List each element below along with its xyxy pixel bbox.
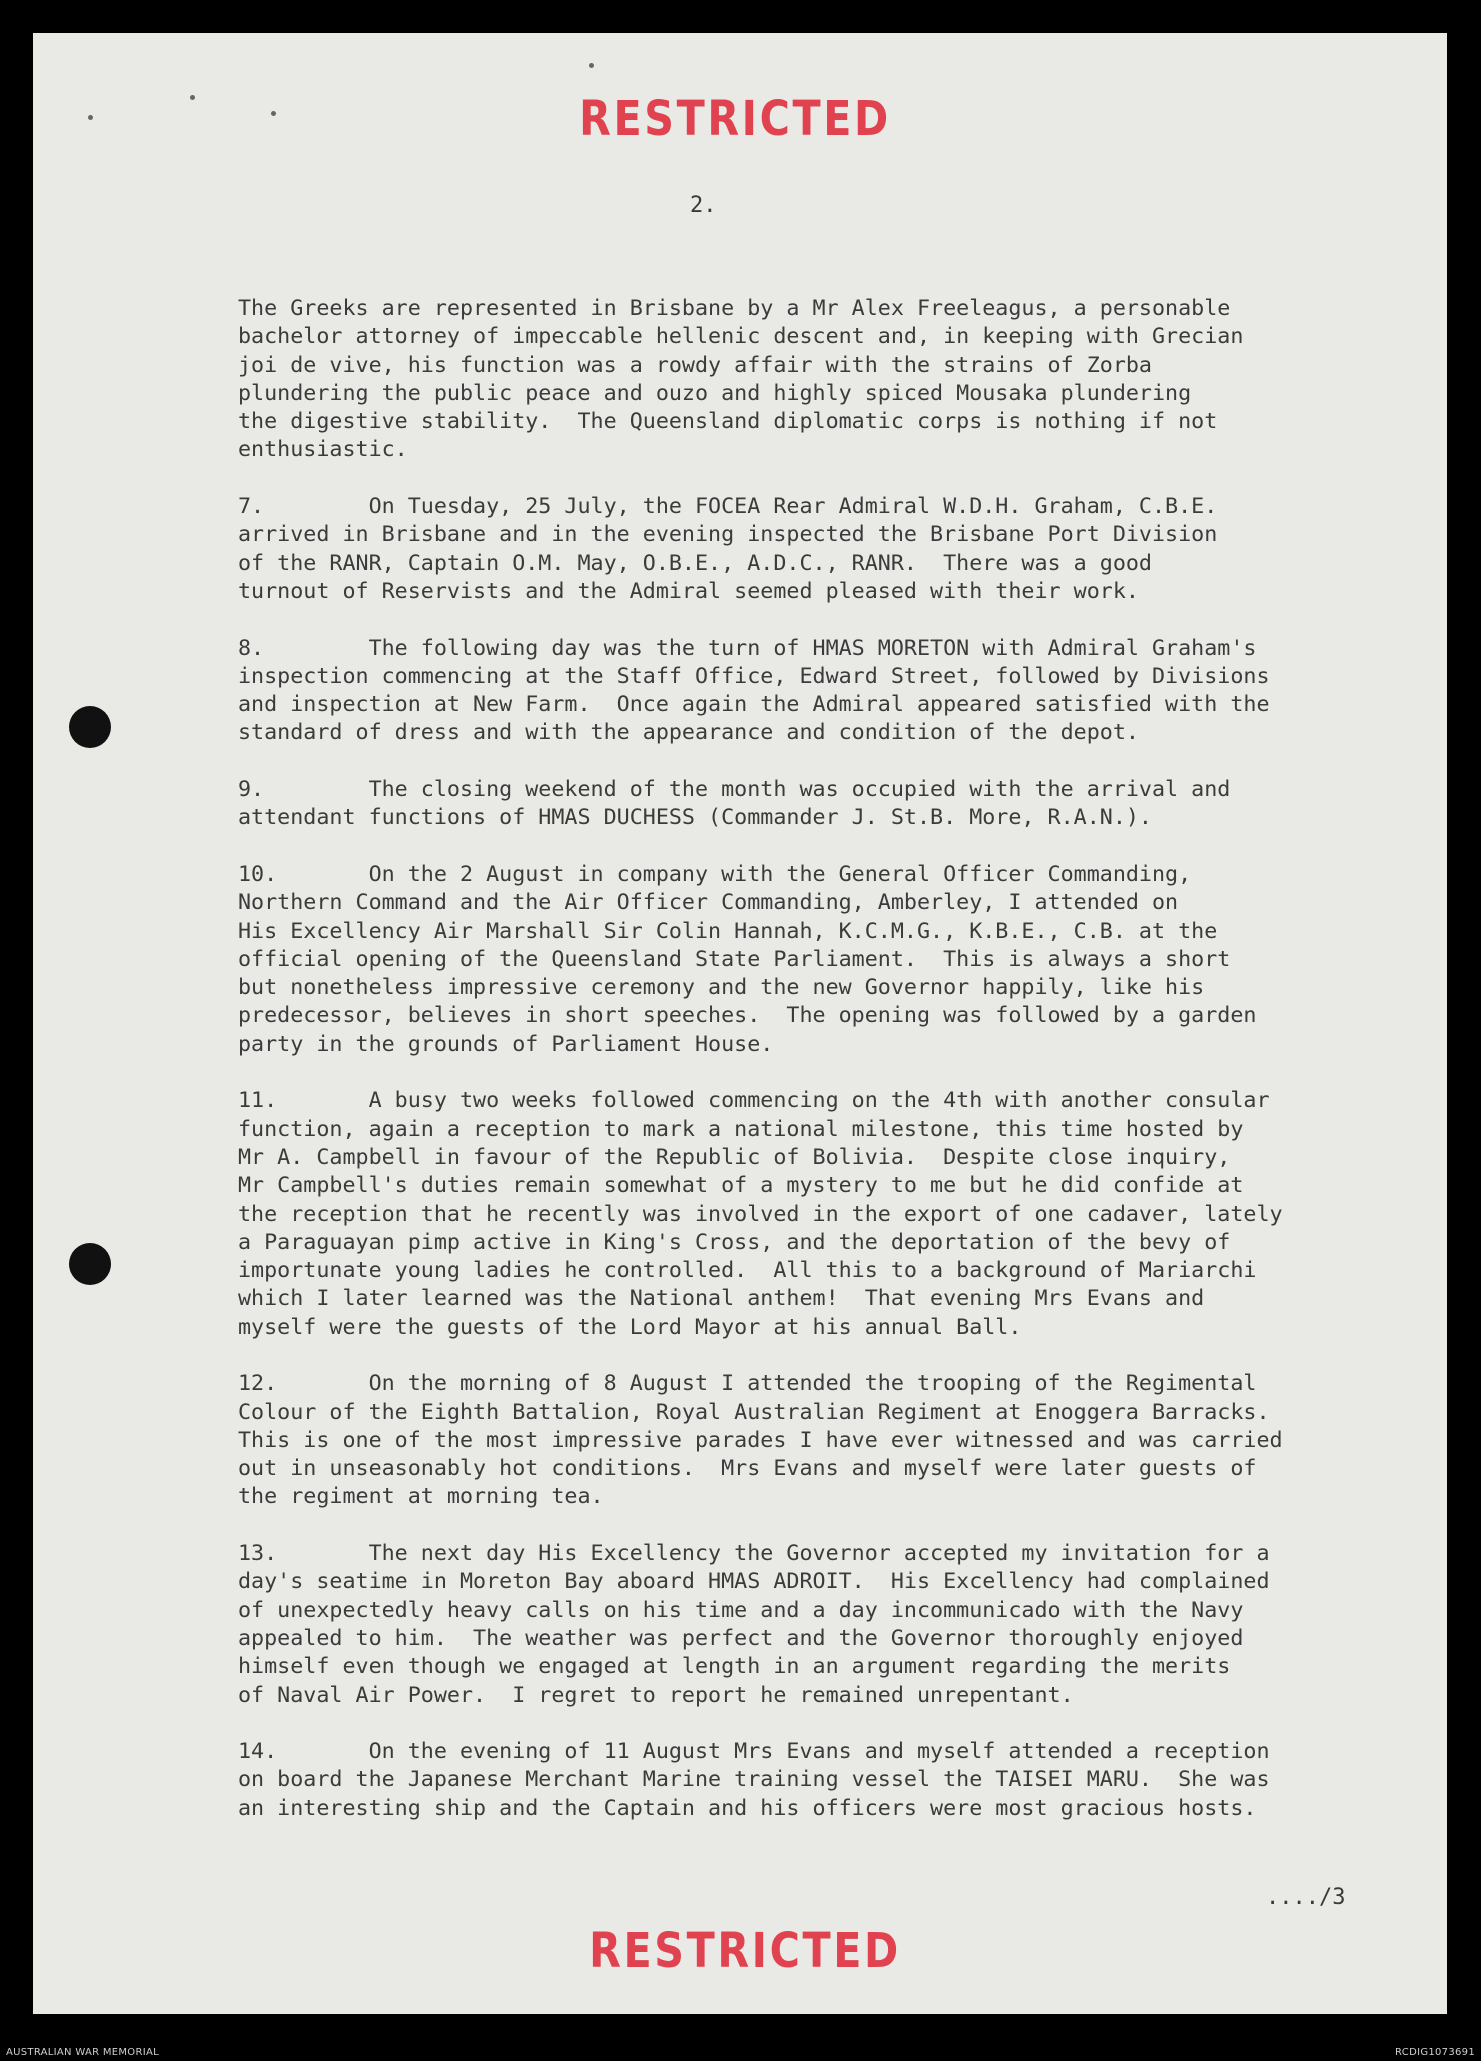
paper-speck xyxy=(88,115,93,120)
paragraph-14: 14. On the evening of 11 August Mrs Evans and myself attended a reception on board the Japanese Merchant Marine training vessel the TAISEI MARU. She was an interesting ship and the Captain and his officers were most gracious hosts. xyxy=(238,1739,1270,1821)
paragraph-7: 7. On Tuesday, 25 July, the FOCEA Rear Admiral W.D.H. Graham, C.B.E. arrived in Brisbane and in the evening inspected the Brisbane Port Division of the RANR, Captain O.M. May, O.B.E., A.D.C., RANR. There was a good turnout of Reservists and the Admiral seemed pleased with their work. xyxy=(238,494,1218,604)
archive-id: RCDIG1073691 xyxy=(1395,2047,1475,2058)
paragraph-10: 10. On the 2 August in company with the General Officer Commanding, Northern Command and the Air Officer Commanding, Amberley, I attended on His Excellency Air Marshall Sir Colin Hannah, K.C.M.G., K.B.E., C.B. at the official opening of the Queensland State Parliament. This is always a short but nonetheless impressive ceremony and the new Governor happily, like his predecessor, believes in short speeches. The opening was followed by a garden party in the grounds of Parliament House. xyxy=(238,861,1257,1057)
archive-credit: AUSTRALIAN WAR MEMORIAL xyxy=(6,2047,159,2058)
paragraph-12: 12. On the morning of 8 August I attended the trooping of the Regimental Colour of the Eighth Battalion, Royal Australian Regiment at Enoggera Barracks. This is one of the most impressive parades I have ever witnessed and was carried out in unseasonably hot conditions. Mrs Evans and myself were later guests of the regiment at morning tea. xyxy=(238,1371,1283,1510)
punch-hole xyxy=(69,1243,111,1285)
document-body xyxy=(238,295,1418,1851)
restricted-stamp-top: RESTRICTED xyxy=(579,91,891,147)
continuation-marker: ..../3 xyxy=(1266,1885,1346,1910)
paragraph-9: 9. The closing weekend of the month was occupied with the arrival and attendant functions of HMAS DUCHESS (Commander J. St.B. More, R.A.N.). xyxy=(238,777,1231,831)
paragraph-11: 11. A busy two weeks followed commencing on the 4th with another consular function, again a reception to mark a national milestone, this time hosted by Mr A. Campbell in favour of the Republic of Bolivia. Despite close inquiry, Mr Campbell's duties remain somewhat of a mystery to me but he did confide at the reception that he recently was involved in the export of one cadaver, lately a Paraguayan pimp active in King's Cross, and the deportation of the bevy of importunate young ladies he controlled. All this to a background of Mariarchi which I later learned was the National anthem! That evening Mrs Evans and myself were the guests of the Lord Mayor at his annual Ball. xyxy=(238,1088,1283,1340)
paragraph-8: 8. The following day was the turn of HMAS MORETON with Admiral Graham's inspection commencing at the Staff Office, Edward Street, followed by Divisions and inspection at New Farm. Once again the Admiral appeared satisfied with the standard of dress and with the appearance and condition of the depot. xyxy=(238,635,1270,746)
document-page xyxy=(33,33,1447,2014)
page-number: 2. xyxy=(690,193,717,218)
restricted-stamp-bottom: RESTRICTED xyxy=(589,1923,901,1979)
paper-speck xyxy=(589,63,594,68)
punch-hole xyxy=(69,706,111,748)
paragraph-13: 13. The next day His Excellency the Governor accepted my invitation for a day's seatime in Moreton Bay aboard HMAS ADROIT. His Excellency had complained of unexpectedly heavy calls on his time and a day incommunicado with the Navy appealed to him. The weather was perfect and the Governor thoroughly enjoyed himself even though we engaged at length in an argument regarding the merits of Naval Air Power. I regret to report he remained unrepentant. xyxy=(238,1541,1270,1708)
paragraph-intro: The Greeks are represented in Brisbane by a Mr Alex Freeleagus, a personable bachelor attorney of impeccable hellenic descent and, in keeping with Grecian joi de vive, his function was a rowdy affair with the strains of Zorba plundering the public peace and ouzo and highly spiced Mousaka plundering the digestive stability. The Queensland diplomatic corps is nothing if not enthusiastic. xyxy=(238,296,1244,463)
